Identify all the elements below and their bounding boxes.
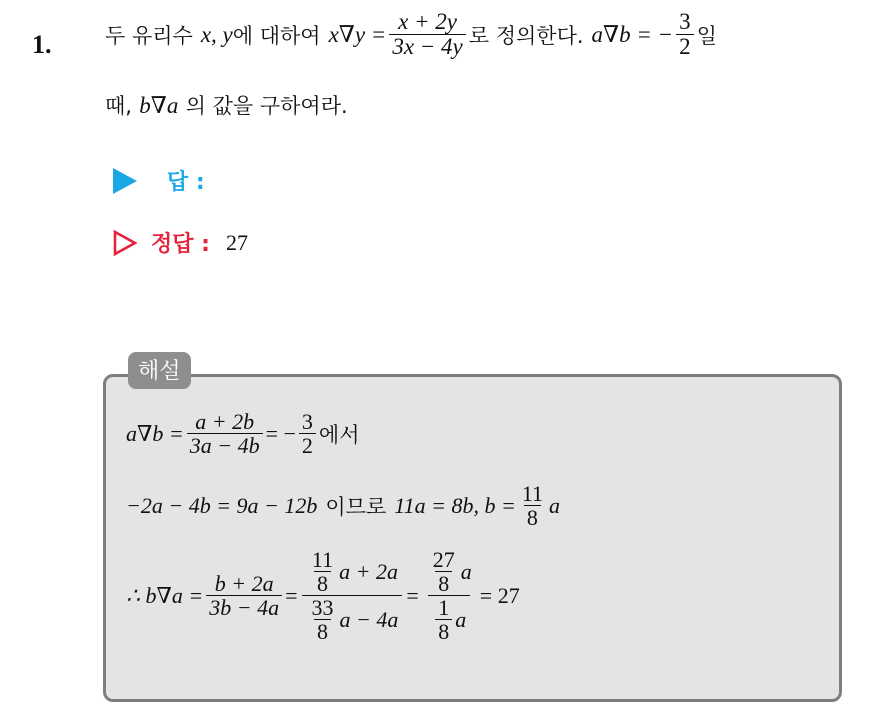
exp-l1-lhs: a∇b = — [126, 420, 184, 446]
answer-row — [113, 165, 205, 196]
exp-c1-bot-frac — [309, 596, 337, 643]
exp-l3-den: 3b − 4a — [206, 595, 282, 619]
exp-l2-connector: 이므로 — [325, 494, 387, 519]
exp-l3-lhs: ∴ b∇a = — [126, 582, 204, 608]
correct-answer-row — [113, 227, 248, 258]
explanation-line-3 — [126, 548, 520, 643]
question-vars: x, y — [200, 21, 233, 47]
question-text-4: 일 — [696, 23, 717, 48]
exp-c2-bot-den: 8 — [435, 619, 452, 643]
exp-c2-top-frac — [430, 548, 458, 595]
exp-l2-tail: a — [549, 492, 560, 518]
exp-l1-num-2: 3 — [301, 409, 313, 434]
question-text-1: 두 유리수 — [105, 23, 193, 48]
outline-triangle-icon — [113, 230, 137, 256]
exp-l3-num: b + 2a — [214, 571, 274, 597]
exp-c1-top-num: 11 — [311, 547, 334, 572]
exp-l1-den: 3a − 4b — [187, 433, 263, 457]
question-line-1 — [105, 10, 717, 59]
question-text-2: 에 대하여 — [232, 23, 321, 48]
exp-c1-bot-num: 33 — [311, 595, 334, 621]
exp-l2-num: 11 — [521, 481, 543, 506]
play-triangle-icon — [113, 168, 137, 194]
question-target-expr: b∇a — [139, 93, 179, 118]
exp-l1-fraction-2 — [299, 410, 316, 457]
question-fraction — [389, 10, 465, 59]
exp-l3-compound-fraction-1 — [302, 548, 403, 643]
exp-l3-fraction — [206, 572, 282, 619]
exp-l3-eq-2: = — [406, 582, 419, 608]
exp-c1-bot-tail: a − 4a — [339, 606, 399, 632]
exp-l1-tail: 에서 — [318, 422, 360, 447]
exp-l3-result: = 27 — [479, 582, 520, 608]
exp-c2-top-num: 27 — [432, 547, 455, 572]
exp-l3-eq-1: = — [285, 582, 298, 608]
exp-l1-mid: = − — [265, 420, 296, 446]
exp-c2-top-tail: a — [460, 558, 472, 584]
exp-c1-top-tail: a + 2a — [339, 558, 398, 584]
exp-l1-den-2: 2 — [299, 433, 316, 457]
question-text-6: 의 값을 구하여라. — [185, 94, 348, 118]
explanation-line-1 — [126, 410, 359, 457]
exp-l2-den: 8 — [524, 505, 541, 529]
exp-l1-num: a + 2b — [195, 409, 255, 434]
exp-c1-top-frac — [309, 548, 336, 595]
question-fraction-den: 3x − 4y — [389, 34, 465, 59]
question-condition-fraction — [676, 10, 694, 59]
exp-c2-bot-num: 1 — [438, 595, 450, 621]
question-condition-den: 2 — [676, 34, 694, 59]
explanation-tag: 해설 — [128, 352, 191, 389]
exp-c2-bot-frac — [435, 596, 452, 643]
correct-answer-label: 정답 : — [151, 232, 210, 257]
question-fraction-num: x + 2y — [398, 9, 458, 34]
explanation-line-2 — [126, 482, 560, 529]
exp-l1-fraction — [187, 410, 263, 457]
exp-l2-fraction — [519, 482, 546, 529]
question-condition-lhs: a∇b = − — [591, 21, 674, 47]
question-lhs: x∇y = — [328, 21, 387, 47]
answer-label: 답 : — [167, 170, 205, 195]
question-number: 1. — [32, 30, 52, 59]
exp-c1-top-den: 8 — [314, 571, 331, 595]
question-condition-num: 3 — [679, 9, 691, 34]
exp-c2-bot-tail: a — [455, 606, 467, 632]
exp-c1-bot-den: 8 — [314, 619, 331, 643]
question-text-3: 로 정의한다. — [468, 23, 584, 48]
question-text-5: 때, — [105, 94, 132, 118]
exp-c2-top-den: 8 — [435, 571, 452, 595]
correct-answer-value: 27 — [225, 229, 248, 255]
exp-l2-expr-b: 11a = 8b, b = — [394, 492, 516, 518]
exp-l3-compound-fraction-2 — [423, 548, 476, 643]
exp-l2-expr-a: −2a − 4b = 9a − 12b — [126, 492, 318, 518]
question-line-2 — [105, 90, 348, 120]
